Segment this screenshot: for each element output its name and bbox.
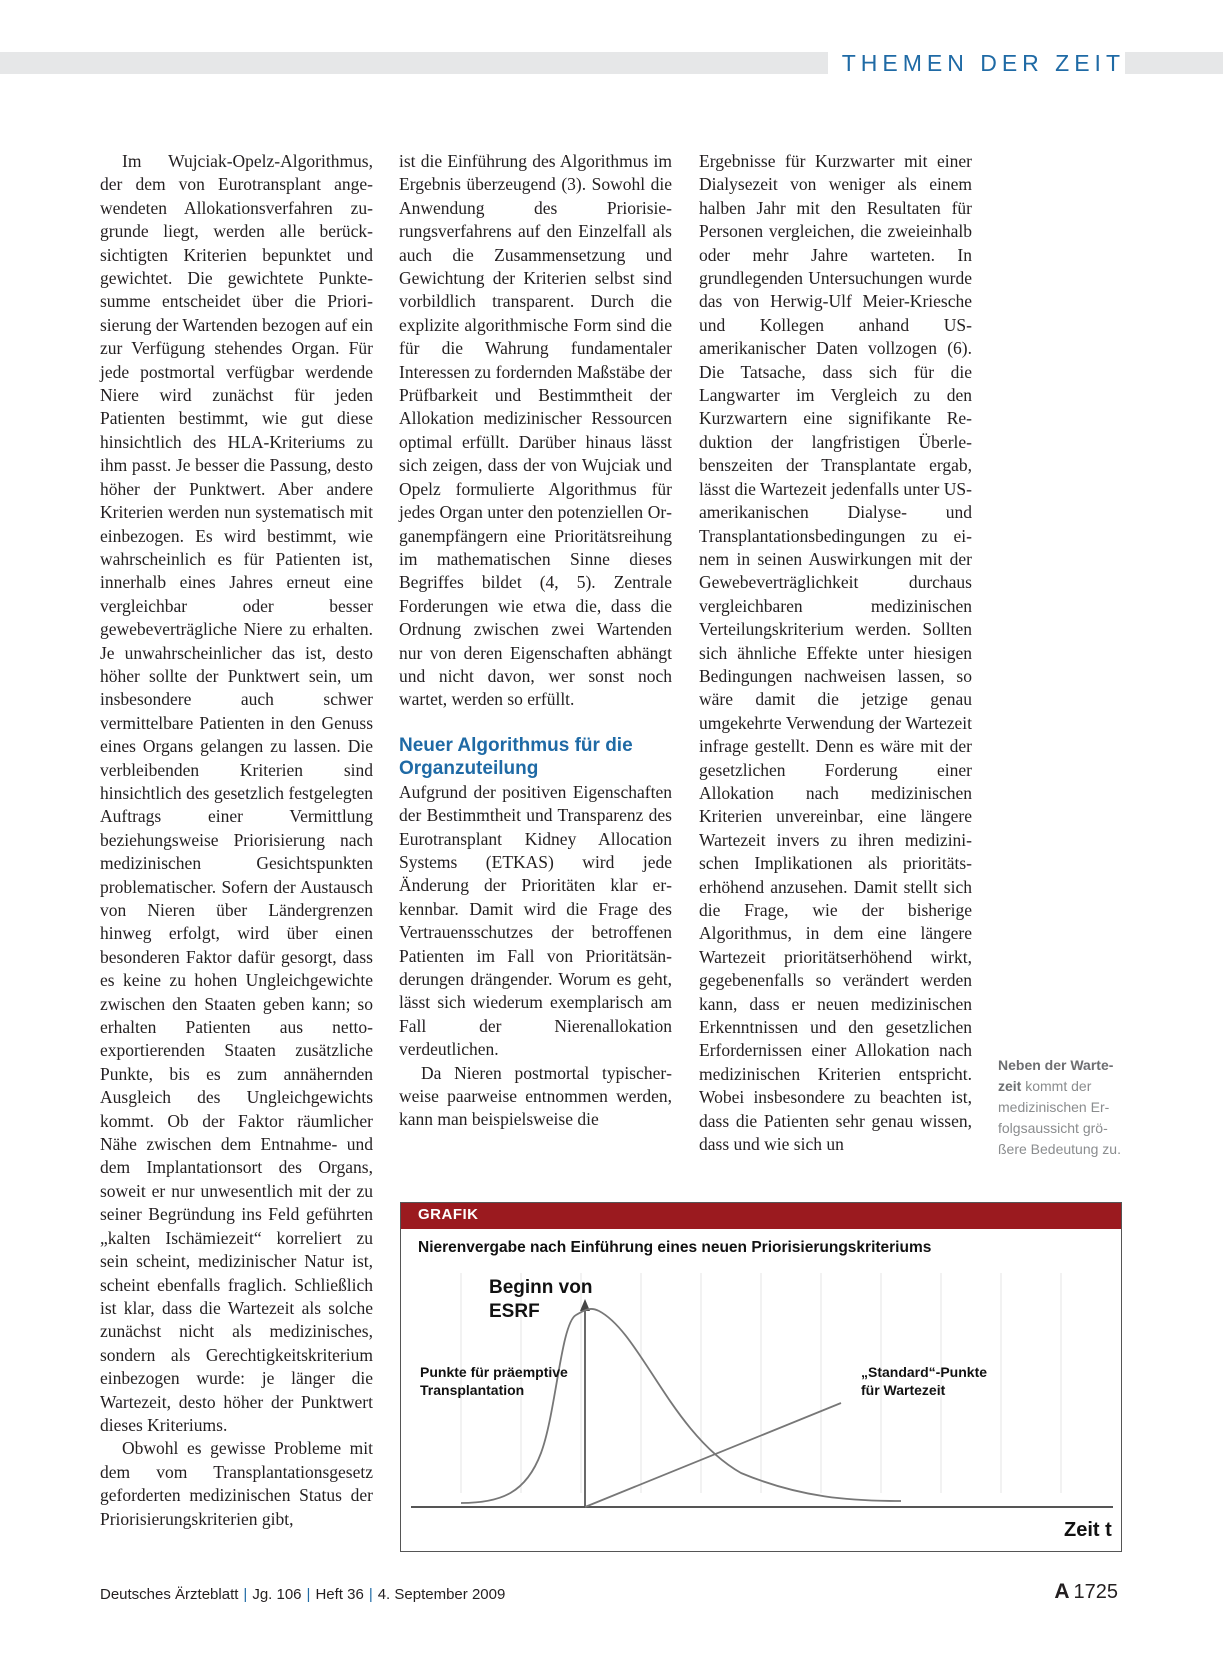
series-praemptive-label-line2: Transplantation: [420, 1382, 525, 1398]
grafik-title: Nierenvergabe nach Einführung eines neuen Priorisierungskriteriums: [418, 1239, 932, 1256]
chart-grid: [461, 1273, 1061, 1493]
side-note-text: kommt der medizinischen Erfolgsaussicht größere Bedeutung zu.: [998, 1078, 1121, 1157]
footer-date: 4. September 2009: [377, 1586, 506, 1603]
footer-volume: Jg. 106: [252, 1586, 302, 1603]
esrf-label-line2: ESRF: [489, 1301, 540, 1322]
page-number: [1054, 1580, 1118, 1604]
col3-paragraph-1: Ergebnisse für Kurzwarter mit einer Dialysezeit von weniger als einem halben Jahr mit den Resultaten für Personen vergleichen, die zweieinhalb oder mehr Jahre warteten. In grundlegenden Untersuchungen wurde das von Herwig-Ulf Meier-Kriesche und Kollegen anhand US-amerikanischer Daten vollzogen (6). Die Tatsache, dass sich für die Langwarter im Vergleich zu den Kurzwartern eine signifikante Reduktion der langfristigen Überlebenszeiten der Transplantate ergab, lässt die Wartezeit jedenfalls unter US-amerikanischen Dialyse- und Transplantationsbedingungen zu einem in seinen Auswirkungen mit der Gewebeverträglichkeit durchaus vergleichbaren medizinischen Verteilungskriterium werden. Sollten sich ähnliche Effekte unter hiesigen Bedingungen nachweisen lassen, so wäre damit die jetzige genau umgekehrte Verwendung der Wartezeit infrage gestellt. Denn es wäre mit der gesetzlichen Forderung einer Allokation nach medizinischen Kriterien unvereinbar, eine längere Wartezeit invers zu ihren medizinischen Implikationen als prioritätserhöhend anzusehen. Damit stellt sich die Frage, wie der bisherige Algorithmus, in dem eine längere Wartezeit prioritätserhöhend wirkt, gegebenenfalls so verändert werden kann, dass er neuen medizinischen Erkenntnissen und den gesetzlichen Erfordernissen einer Allokation nach medizinischen Kriterien entspricht. Wobei insbesondere zu beachten ist, dass die Patienten sehr genau wissen, dass und wie sich un: [699, 151, 972, 1155]
grafik-box: [400, 1202, 1122, 1552]
column-3: [699, 150, 972, 1156]
side-note: [998, 1055, 1128, 1160]
series-wartezeit-label-line1: „Standard“-Punkte: [861, 1364, 988, 1380]
col2-paragraph-1: ist die Einführung des Algorithmus im Ergebnis überzeugend (3). Sowohl die Anwendung des Priorisierungsverfahrens auf den Einzelfall als auch die Zusammensetzung und Gewichtung der Kriterien selbst sind vorbildlich transparent. Durch die explizite algorithmische Form sind die für die Wahrung fundamentaler Interessen zu fordernden Maßstäbe der Prüfbarkeit und Bestimmtheit der Allokation medizinischer Ressourcen optimal erfüllt. Darüber hinaus lässt sich zeigen, dass der von Wujciak und Opelz formulierte Algorithmus für jedes Organ unter den potenziellen Organempfängern eine Prioritätsreihung im mathematischen Sinne dieses Begriffes bildet (4, 5). Zentrale Forderungen wie etwa die, dass die Ordnung zwischen zwei Wartenden nur von deren Eigenschaften abhängt und nicht davon, wer sonst noch wartet, werden so erfüllt.: [399, 151, 672, 710]
x-axis-label: Zeit t: [1064, 1519, 1112, 1541]
footer-journal: Deutsches Ärzteblatt: [100, 1586, 239, 1603]
col1-paragraph-2: Obwohl es gewisse Probleme mit dem vom Transplantationsgesetz geforderten medizinischen Status der Priorisierungskriterien gibt,: [100, 1438, 373, 1529]
esrf-label-line1: Beginn von: [489, 1277, 593, 1298]
chart-svg: [401, 1203, 1123, 1553]
footer-citation: [100, 1586, 505, 1603]
footer-separator: |: [368, 1586, 373, 1603]
page-number-value: 1725: [1073, 1581, 1118, 1603]
col2-paragraph-2: Aufgrund der positiven Eigenschaften der Bestimmtheit und Transparenz des Eurotransplant Kidney Allocation Systems (ETKAS) wird jede Änderung der Prioritäten klar erkennbar. Damit wird die Frage des Vertrauensschutzes der betroffenen Patienten im Fall von Prioritätsänderungen drängender. Worum es geht, lässt sich wiederum exemplarisch am Fall der Nierenallokation verdeutlichen.: [399, 781, 672, 1060]
column-2: [399, 150, 672, 1132]
side-note-bold: Neben der Wartezeit: [998, 1057, 1114, 1094]
section-heading: Neuer Algorithmus für die Organzuteilung: [399, 734, 633, 779]
col2-paragraph-3: Da Nieren postmortal typischerweise paarweise entnommen werden, kann man beispielsweise die: [399, 1062, 672, 1130]
column-1: [100, 150, 373, 1531]
footer-separator: |: [243, 1586, 248, 1603]
series-praemptive-label-line1: Punkte für präemptive: [420, 1364, 568, 1380]
page-prefix: A: [1054, 1580, 1070, 1603]
series-wartezeit-line: [585, 1403, 841, 1507]
footer-issue: Heft 36: [315, 1586, 364, 1603]
grafik-label: GRAFIK: [418, 1206, 479, 1223]
footer-separator: |: [306, 1586, 311, 1603]
col1-paragraph-1: Im Wujciak-Opelz-Algorithmus, der dem von Eurotransplant angewendeten Allokationsverfahren zugrunde liegt, werden alle berücksichtigten Kriterien bepunktet und gewichtet. Die gewichtete Punktesumme entscheidet über die Priorisierung der Wartenden bezogen auf ein zur Verfügung stehendes Organ. Für jede postmortal verfügbar werdende Niere wird zunächst für jeden Patienten bestimmt, wie gut diese hinsichtlich des HLA-Kriteriums zu ihm passt. Je besser die Passung, desto höher der Punktwert. Aber andere Kriterien werden nun systematisch mit einbezogen. Es wird bestimmt, wie wahrscheinlich es für Patienten ist, innerhalb eines Jahres erneut eine vergleichbar oder besser gewebeverträgliche Niere zu erhalten. Je unwahrscheinlicher das ist, desto höher sollte der Punktwert sein, um insbesondere auch schwer vermittelbare Patienten in den Genuss eines Organs gelangen zu lassen. Die verbleibenden Kriterien sind hinsichtlich des gesetzlich festgelegten Auftrags einer Vermittlung beziehungsweise Priorisierung nach medizinischen Gesichtspunkten problematischer. Sofern der Austausch von Nieren über Ländergrenzen hinweg erfolgt, wird über einen besonderen Faktor dafür gesorgt, dass es keine zu hohen Ungleichgewichte zwischen den Staaten geben kann; so erhalten Patienten aus netto-exportierenden Staaten zusätzliche Punkte, bis es zum annähernden Ausgleich des Ungleichgewichts kommt. Ob der Faktor räumlicher Nähe zwischen dem Entnahme- und dem Implantationsort des Organs, soweit er nur unwesentlich mit der zu seiner Begründung ins Feld geführten „kalten Ischämiezeit“ korreliert zu sein scheint, medizinischer Natur ist, scheint ebenfalls fraglich. Schließlich ist klar, dass die Wartezeit als solche zunächst nicht als medizinisches, sondern als Gerechtigkeitskriterium einbezogen wurde: je länger die Wartezeit, desto höher der Punktwert dieses Kriteriums.: [100, 151, 373, 1435]
section-label: THEMEN DER ZEIT: [828, 48, 1125, 78]
series-wartezeit-label-line2: für Wartezeit: [861, 1382, 946, 1398]
